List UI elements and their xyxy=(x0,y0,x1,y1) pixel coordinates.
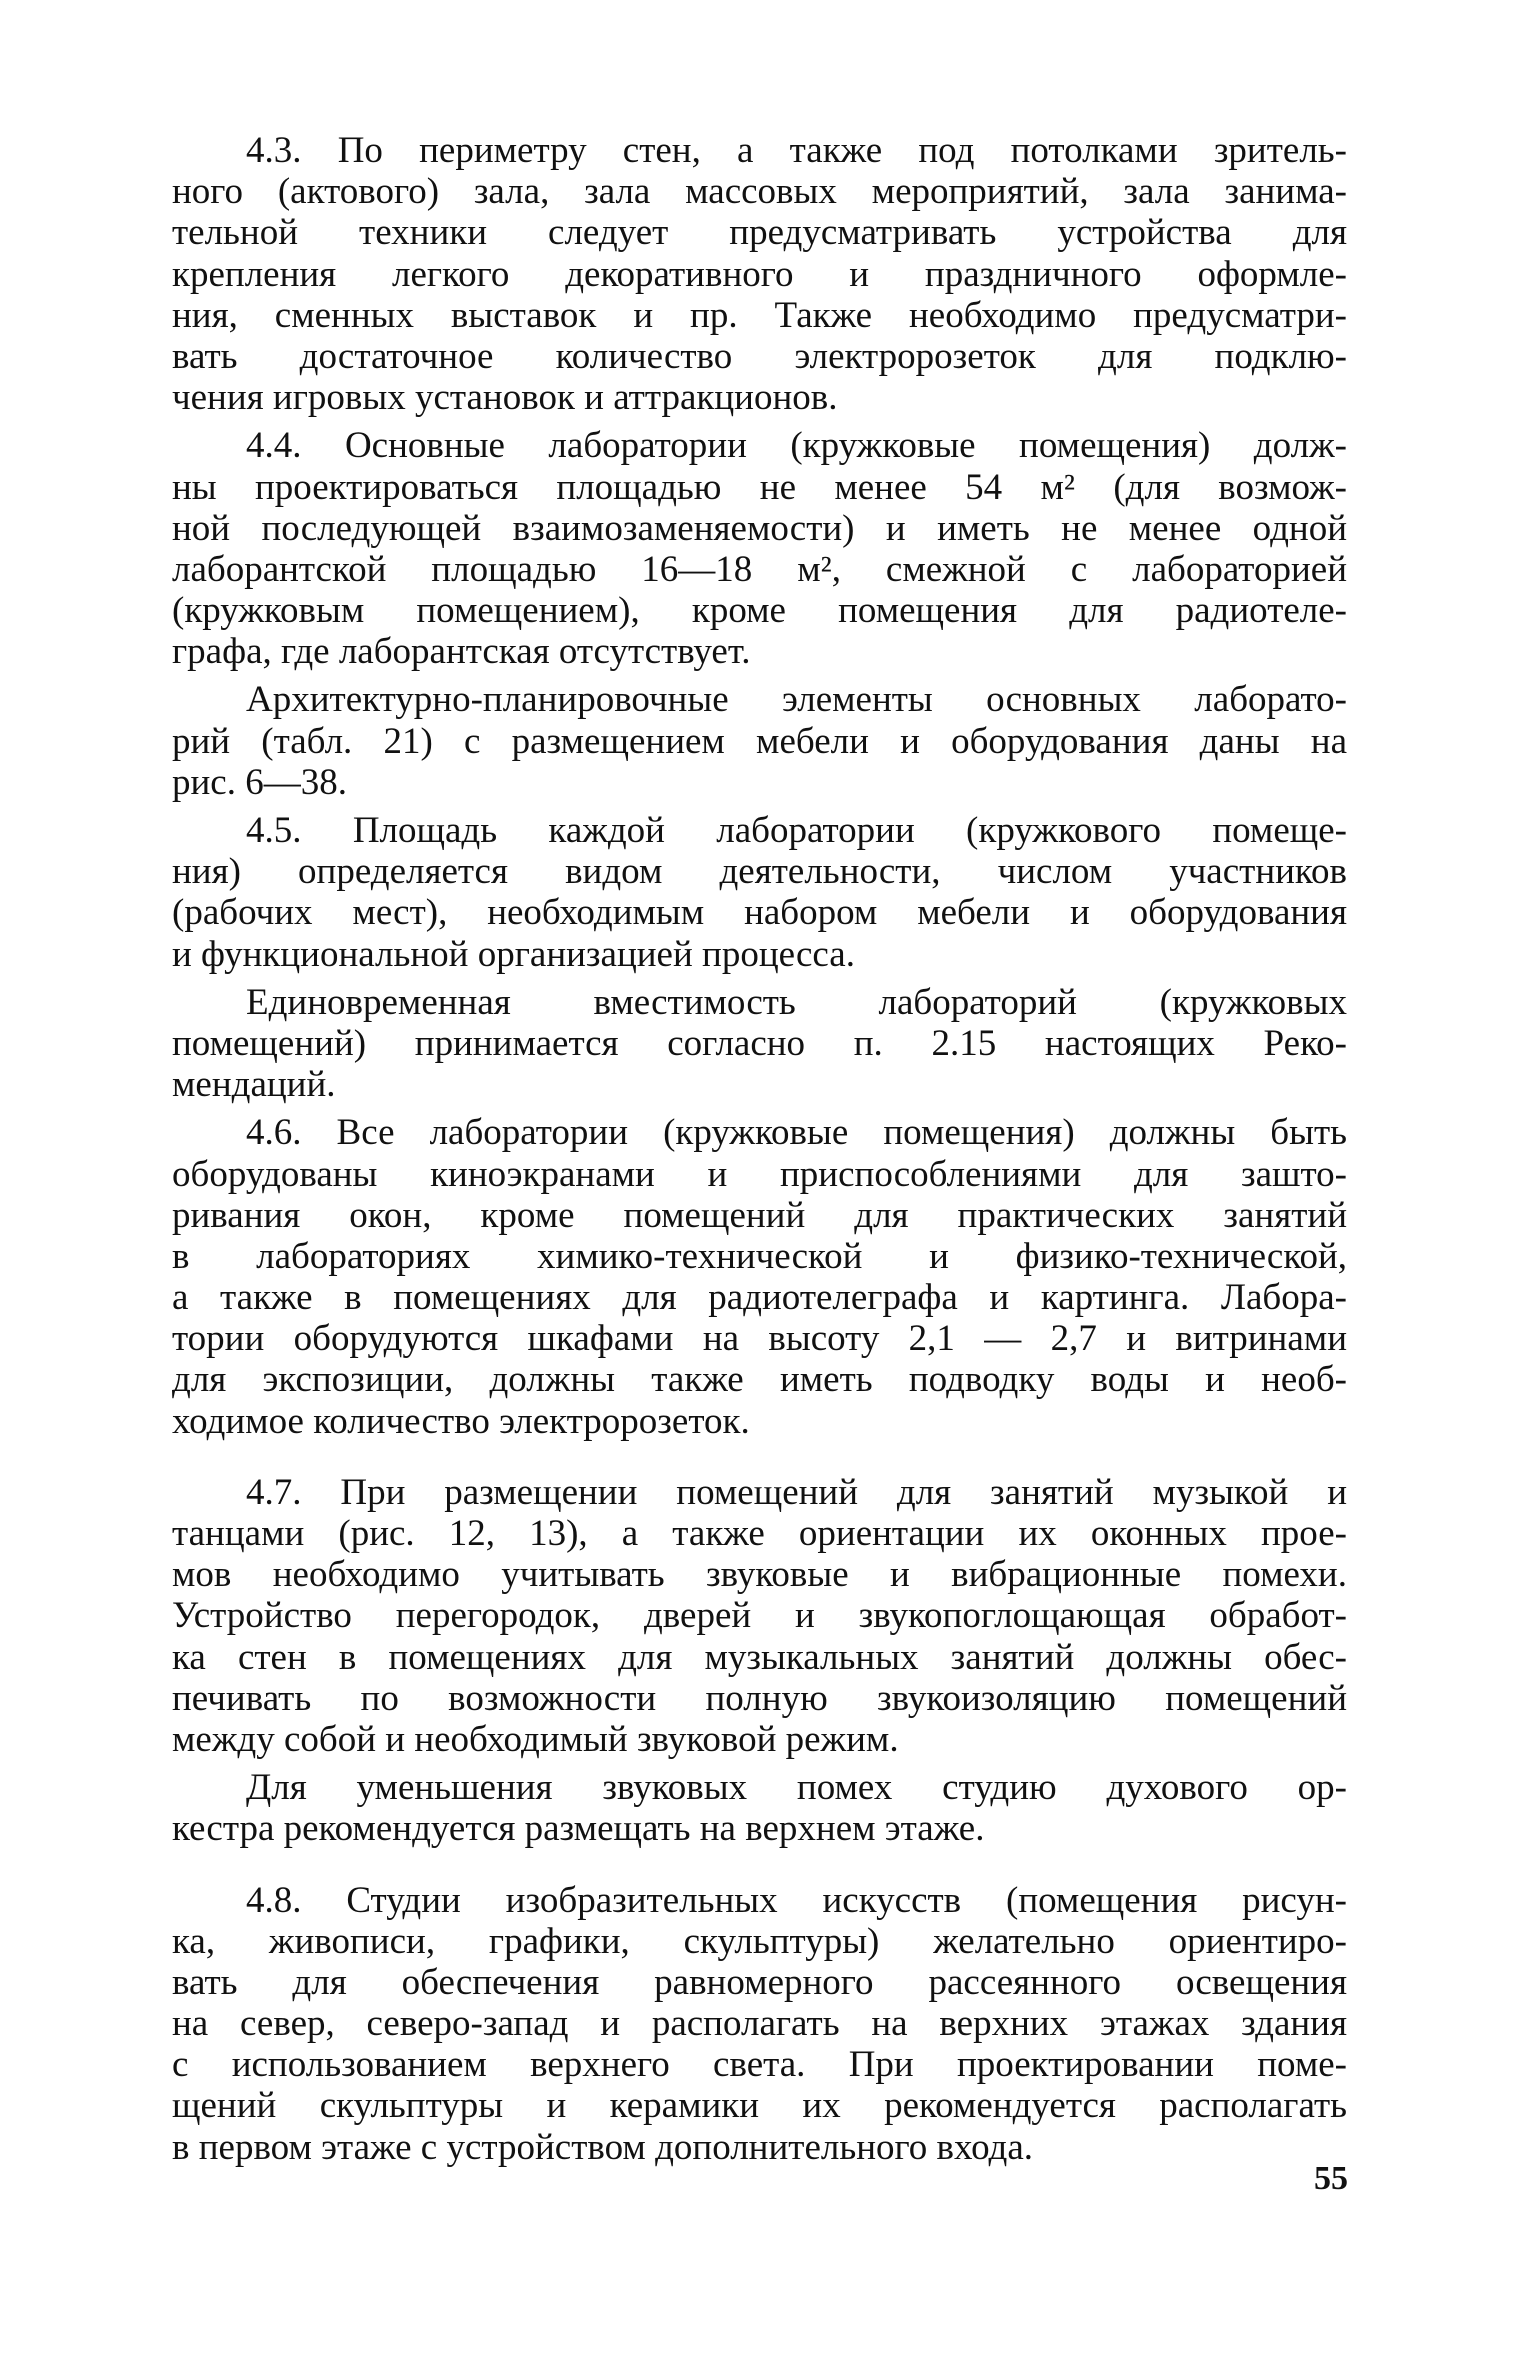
text-line: на север, северо-запад и располагать на верхних этажах здания xyxy=(172,2003,1347,2045)
text-line: оборудованы киноэкранами и приспособлениями для зашто- xyxy=(172,1153,1347,1195)
page-number: 55 xyxy=(1314,2160,1348,2197)
paragraph xyxy=(172,1767,1347,1849)
text-line: 4.7. При размещении помещений для занятий музыкой и xyxy=(246,1471,1347,1513)
text-line: и функциональной организацией процесса. xyxy=(172,933,855,975)
text-line: тории оборудуются шкафами на высоту 2,1 — 2,7 и витринами xyxy=(172,1318,1347,1360)
text-line: Устройство перегородок, дверей и звукопоглощающая обработ- xyxy=(172,1595,1347,1637)
text-line: графа, где лаборантская отсутствует. xyxy=(172,631,751,673)
text-line: ной последующей взаимозаменяемости) и иметь не менее одной xyxy=(172,507,1347,549)
paragraph xyxy=(172,982,1347,1106)
text-line: танцами (рис. 12, 13), а также ориентации их оконных прое- xyxy=(172,1513,1347,1554)
text-line: щений скульптуры и керамики их рекомендуется располагать xyxy=(172,2085,1347,2127)
text-line: вать достаточное количество электророзеток для подклю- xyxy=(172,335,1347,377)
text-line: тельной техники следует предусматривать устройства для xyxy=(172,212,1347,254)
text-line: помещений) принимается согласно п. 2.15 настоящих Реко- xyxy=(172,1022,1347,1064)
text-line: вать для обеспечения равномерного рассеянного освещения xyxy=(172,1961,1347,2003)
text-line: (кружковым помещением), кроме помещения для радиотеле- xyxy=(172,590,1347,632)
text-line: 4.8. Студии изобразительных искусств (помещения рисун- xyxy=(246,1879,1347,1921)
text-line: Для уменьшения звуковых помех студию духового ор- xyxy=(246,1767,1347,1809)
text-line: чения игровых установок и аттракционов. xyxy=(172,377,838,419)
paragraph xyxy=(172,1472,1347,1760)
page-body xyxy=(172,130,1347,2168)
paragraph xyxy=(172,810,1347,975)
paragraph xyxy=(172,1112,1347,1442)
text-line: ходимое количество электророзеток. xyxy=(172,1400,750,1442)
text-line: 4.6. Все лаборатории (кружковые помещения) должны быть xyxy=(246,1112,1347,1154)
text-line: 4.3. По периметру стен, а также под потолками зритель- xyxy=(246,130,1347,171)
text-line: лаборантской площадью 16—18 м², смежной с лабораторией xyxy=(172,548,1347,590)
text-line: а также в помещениях для радиотелеграфа и картинга. Лабора- xyxy=(172,1277,1347,1319)
text-line: для экспозиции, должны также иметь подводку воды и необ- xyxy=(172,1359,1347,1401)
text-line: между собой и необходимый звуковой режим. xyxy=(172,1718,899,1760)
text-line: Архитектурно-планировочные элементы основных лаборато- xyxy=(246,679,1347,721)
paragraph xyxy=(172,1880,1347,2168)
text-line: ного (актового) зала, зала массовых мероприятий, зала занима- xyxy=(172,171,1347,213)
text-line: Единовременная вместимость лабораторий (кружковых xyxy=(246,981,1347,1023)
text-line: мов необходимо учитывать звуковые и вибрационные помехи. xyxy=(172,1554,1347,1596)
text-line: с использованием верхнего света. При проектировании поме- xyxy=(172,2044,1347,2086)
text-line: ка стен в помещениях для музыкальных занятий должны обес- xyxy=(172,1636,1347,1678)
paragraph xyxy=(172,130,1347,418)
paragraph xyxy=(172,679,1347,803)
text-line: мендаций. xyxy=(172,1064,336,1106)
text-line: в первом этаже с устройством дополнительного входа. xyxy=(172,2126,1034,2168)
text-line: кестра рекомендуется размещать на верхнем этаже. xyxy=(172,1808,985,1850)
text-line: рий (табл. 21) с размещением мебели и оборудования даны на xyxy=(172,720,1347,762)
text-line: 4.5. Площадь каждой лаборатории (кружкового помеще- xyxy=(246,810,1347,851)
text-line: рис. 6—38. xyxy=(172,761,347,803)
text-line: в лабораториях химико-технической и физико-технической, xyxy=(172,1235,1347,1277)
text-line: печивать по возможности полную звукоизоляцию помещений xyxy=(172,1677,1347,1719)
paragraph xyxy=(172,425,1347,672)
text-line: ка, живописи, графики, скульптуры) желательно ориентиро- xyxy=(172,1920,1347,1962)
text-line: ния) определяется видом деятельности, числом участников xyxy=(172,851,1347,893)
text-line: (рабочих мест), необходимым набором мебели и оборудования xyxy=(172,892,1347,934)
text-line: крепления легкого декоративного и праздничного оформле- xyxy=(172,253,1347,295)
text-line: ривания окон, кроме помещений для практических занятий xyxy=(172,1194,1347,1236)
text-line: ния, сменных выставок и пр. Также необходимо предусматри- xyxy=(172,294,1347,336)
text-line: ны проектироваться площадью не менее 54 м² (для возмож- xyxy=(172,466,1347,508)
text-line: 4.4. Основные лаборатории (кружковые помещения) долж- xyxy=(246,425,1347,467)
